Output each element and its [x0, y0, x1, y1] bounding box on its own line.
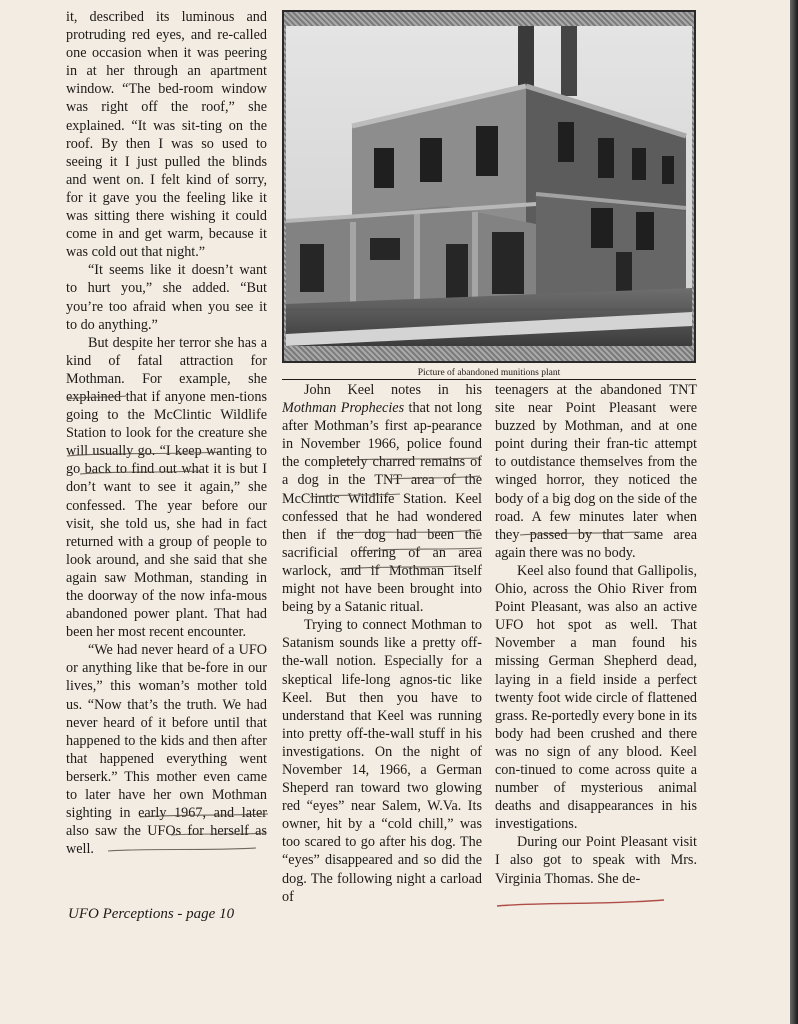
paragraph — [282, 381, 482, 616]
paragraph: Trying to connect Mothman to Satanism sounds like a pretty off-the-wall notion. Especially for a skeptical life-long agnos-tic like Keel. But then you have to understand that Keel was running into pretty off-the-wall stuff in his investigations. On the night of November 14, 1966, a German Sheperd ran toward two glowing red “eyes” near Salem, W.Va. Its owner, hit by a “cold chill,” was too scared to go after his dog. The “eyes” disappeared and so did the dog. The following night a carload of — [282, 617, 482, 905]
paragraph: During our Point Pleasant visit I also got to speak with Mrs. Virginia Thomas. She de- — [495, 834, 697, 887]
page-footer: UFO Perceptions - page 10 — [68, 906, 235, 922]
scan-edge — [790, 0, 798, 1024]
munitions-plant-photo — [286, 26, 692, 346]
caption-divider — [282, 379, 696, 380]
paragraph: “It seems like it doesn’t want to hurt you,” she added. “But you’re too afraid when you see it to do anything.” — [66, 262, 267, 333]
book-title: Mothman Prophecies — [282, 400, 405, 417]
paragraph: teenagers at the abandoned TNT site near Point Pleasant were buzzed by Mothman, and at one point during their fran-tic attempt to outdistance themselves from the winged horror, they noticed the body of a big dog on the side of the road. A few minutes later when they passed by that same area again there was no body. — [495, 382, 697, 561]
paragraph-text: John Keel notes in his — [304, 382, 482, 398]
photo-frame — [282, 10, 696, 363]
text-column-middle — [282, 381, 482, 906]
paragraph-text: that not long after Mothman’s first ap-pearance in November 1966, police found the completely charred remains of a dog in the TNT area of the McClintic Wildlife Station. Keel confessed that he had wondered then if the dog had been the sacrificial offering of an area warlock, and if Mothman itself might not have been brought into being by a Satanic ritual. — [282, 400, 482, 616]
text-column-left — [66, 8, 267, 858]
paragraph: it, described its luminous and protruding red eyes, and re-called one occasion when it was peering in at her through an apartment window. “The bed-room window was right off the roof,” she explained. “It was sit-ting on the roof. By then I was so used to seeing it I just pulled the blinds and went on. I felt kind of sorry, for it gave you the feeling like it was sitting there wishing it could come in and get warm, because it was cold out that night.” — [66, 9, 267, 261]
figure-caption: Picture of abandoned munitions plant — [417, 368, 561, 378]
paragraph: But despite her terror she has a kind of fatal attraction for Mothman. For example, she explained that if anyone men-tions going to the McClintic Wildlife Station to look for the creature she will usually go. “I keep wanting to go back to find out what it is but I don’t want to see it again,” she confessed. The year before our visit, she told us, she had in fact returned with a group of people to look around, and she said that she again saw Mothman, standing in the doorway of the now infa-mous abandoned power plant. That had been her most recent encounter. — [66, 334, 267, 641]
paragraph: “We had never heard of a UFO or anything like that be-fore in our lives,” this woman’s mother told us. “Now that’s the truth. We had never heard of it before until that happened to the kids and then after that happened everything went berserk.” This mother even came to later have her own Mothman sighting in early 1967, and later also saw the UFOs for herself as well. — [66, 642, 267, 858]
text-column-right — [495, 381, 697, 888]
paragraph: Keel also found that Gallipolis, Ohio, across the Ohio River from Point Pleasant, was also an active UFO hot spot as well. That November a man found his missing German Shepherd dead, laying in a field inside a perfect twenty foot wide circle of flattened grass. Re-portedly every bone in its body had been crushed and there was no sign of any blood. Keel con-tinued to come across quite a number of mysterious animal deaths and disappearances in his investigations. — [495, 562, 697, 833]
